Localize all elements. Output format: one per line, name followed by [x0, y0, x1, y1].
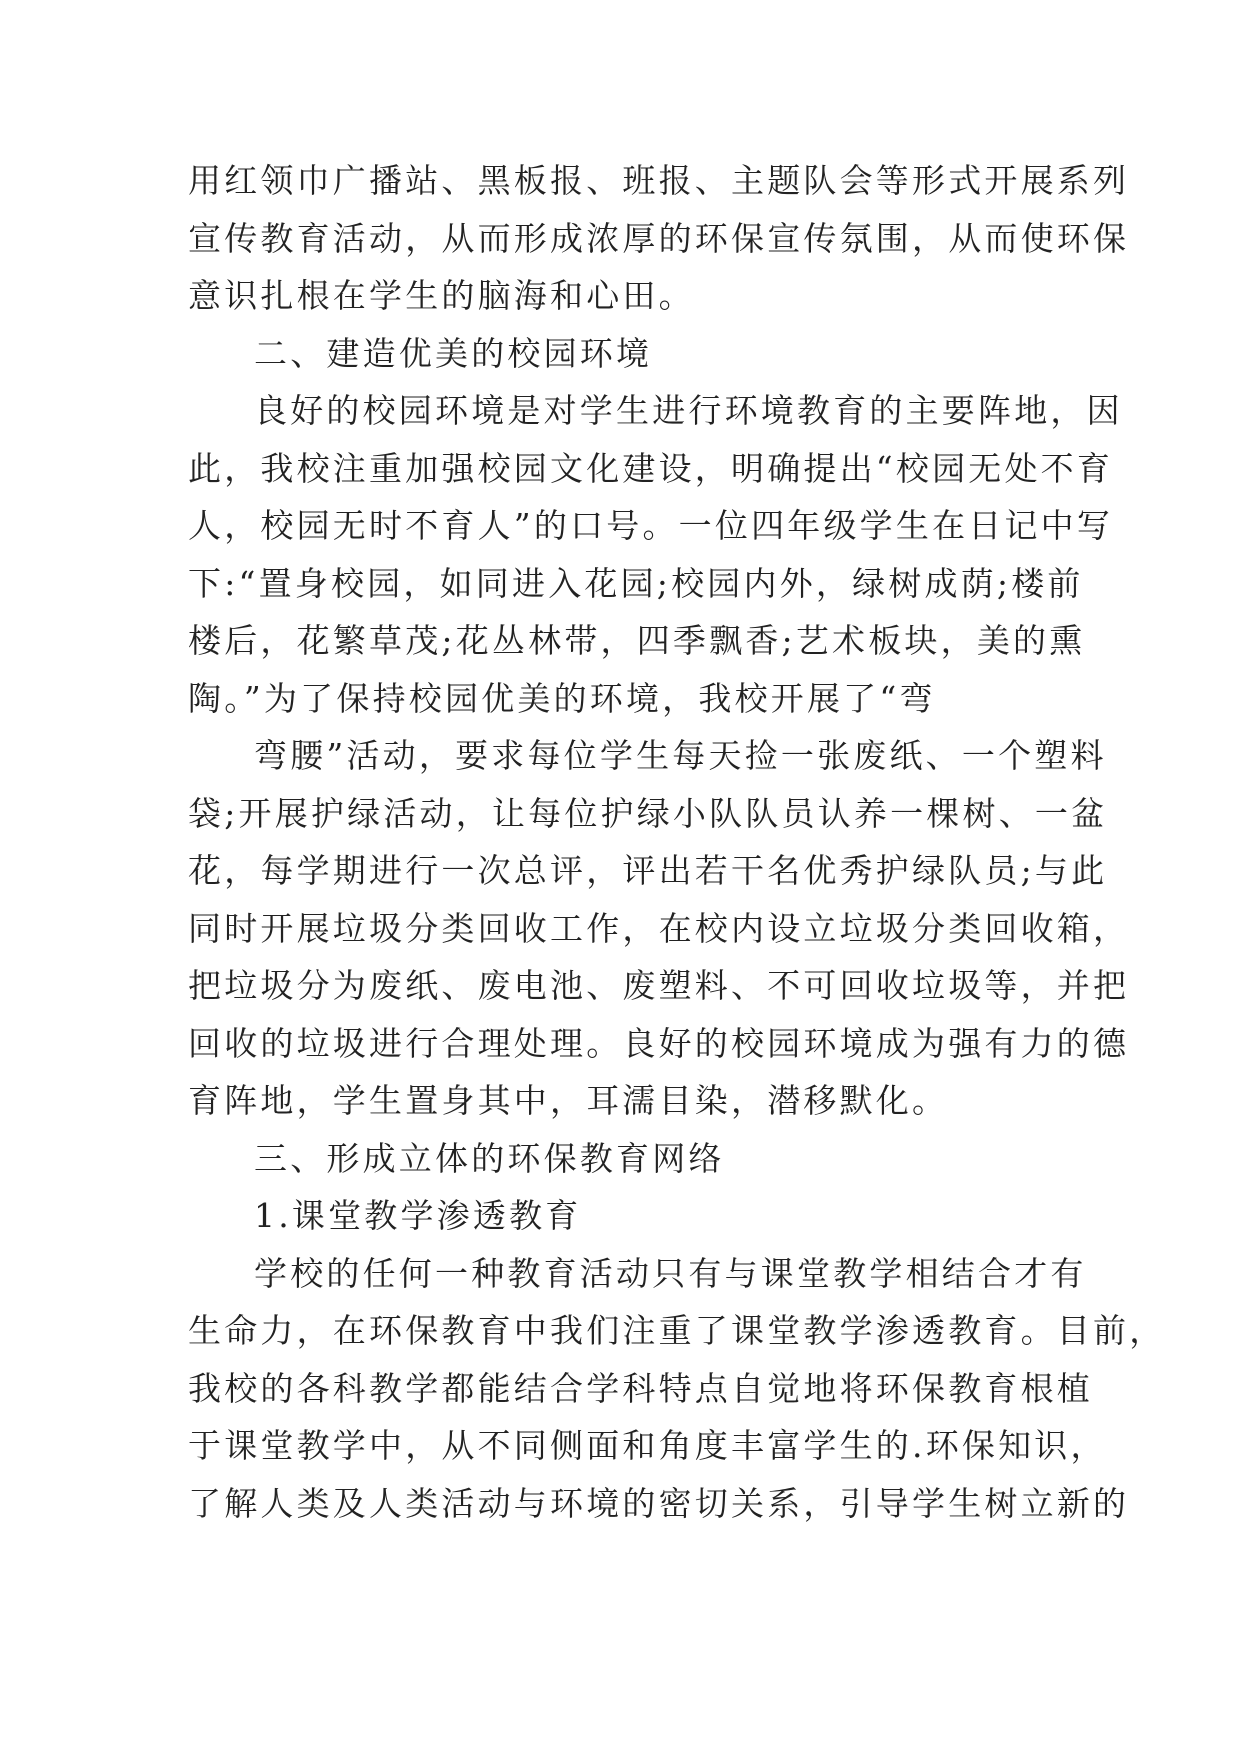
text-line: 人，校园无时不育人”的口号。一位四年级学生在日记中写: [188, 506, 1114, 545]
text-line: 1.课堂教学渗透教育: [254, 1196, 582, 1235]
text-line: 三、形成立体的环保教育网络: [254, 1138, 725, 1178]
text-line: 生命力，在环保教育中我们注重了课堂教学渗透教育。目前，: [188, 1311, 1166, 1350]
text-line: 回收的垃圾进行合理处理。良好的校园环境成为强有力的德: [188, 1023, 1130, 1063]
text-line: 宣传教育活动，从而形成浓厚的环保宣传氛围，从而使环保: [188, 218, 1130, 258]
text-line: 楼后，花繁草茂;花丛林带，四季飘香;艺术板块，美的熏: [188, 621, 1086, 660]
text-line: 意识扎根在学生的脑海和心田。: [188, 276, 695, 315]
text-line: 二、建造优美的校园环境: [254, 333, 653, 373]
text-line: 陶。”为了保持校园优美的环境，我校开展了“弯: [188, 678, 936, 718]
text-line: 下:“置身校园，如同进入花园;校园内外，绿树成荫;楼前: [188, 563, 1084, 603]
text-line: 弯腰”活动，要求每位学生每天捡一张废纸、一个塑料: [254, 736, 1107, 775]
text-line: 同时开展垃圾分类回收工作，在校内设立垃圾分类回收箱，: [188, 908, 1130, 948]
text-line: 花，每学期进行一次总评，评出若干名优秀护绿队员;与此: [188, 851, 1108, 890]
document-body: [188, 152, 1166, 1532]
text-line: 此，我校注重加强校园文化建设，明确提出“校园无处不育: [188, 448, 1114, 488]
text-line: 育阵地，学生置身其中，耳濡目染，潜移默化。: [188, 1081, 949, 1120]
text-line: 学校的任何一种教育活动只有与课堂教学相结合才有: [254, 1253, 1087, 1293]
text-line: 用红领巾广播站、黑板报、班报、主题队会等形式开展系列: [188, 161, 1130, 200]
text-line: 于课堂教学中，从不同侧面和角度丰富学生的.环保知识，: [188, 1426, 1107, 1465]
text-line: 良好的校园环境是对学生进行环境教育的主要阵地，因: [254, 391, 1123, 430]
text-line: 把垃圾分为废纸、废电池、废塑料、不可回收垃圾等，并把: [188, 966, 1130, 1005]
text-line: 袋;开展护绿活动，让每位护绿小队队员认养一棵树、一盆: [188, 793, 1108, 833]
text-line: 我校的各科教学都能结合学科特点自觉地将环保教育根植: [188, 1368, 1093, 1408]
text-line: 了解人类及人类活动与环境的密切关系，引导学生树立新的: [188, 1483, 1130, 1523]
